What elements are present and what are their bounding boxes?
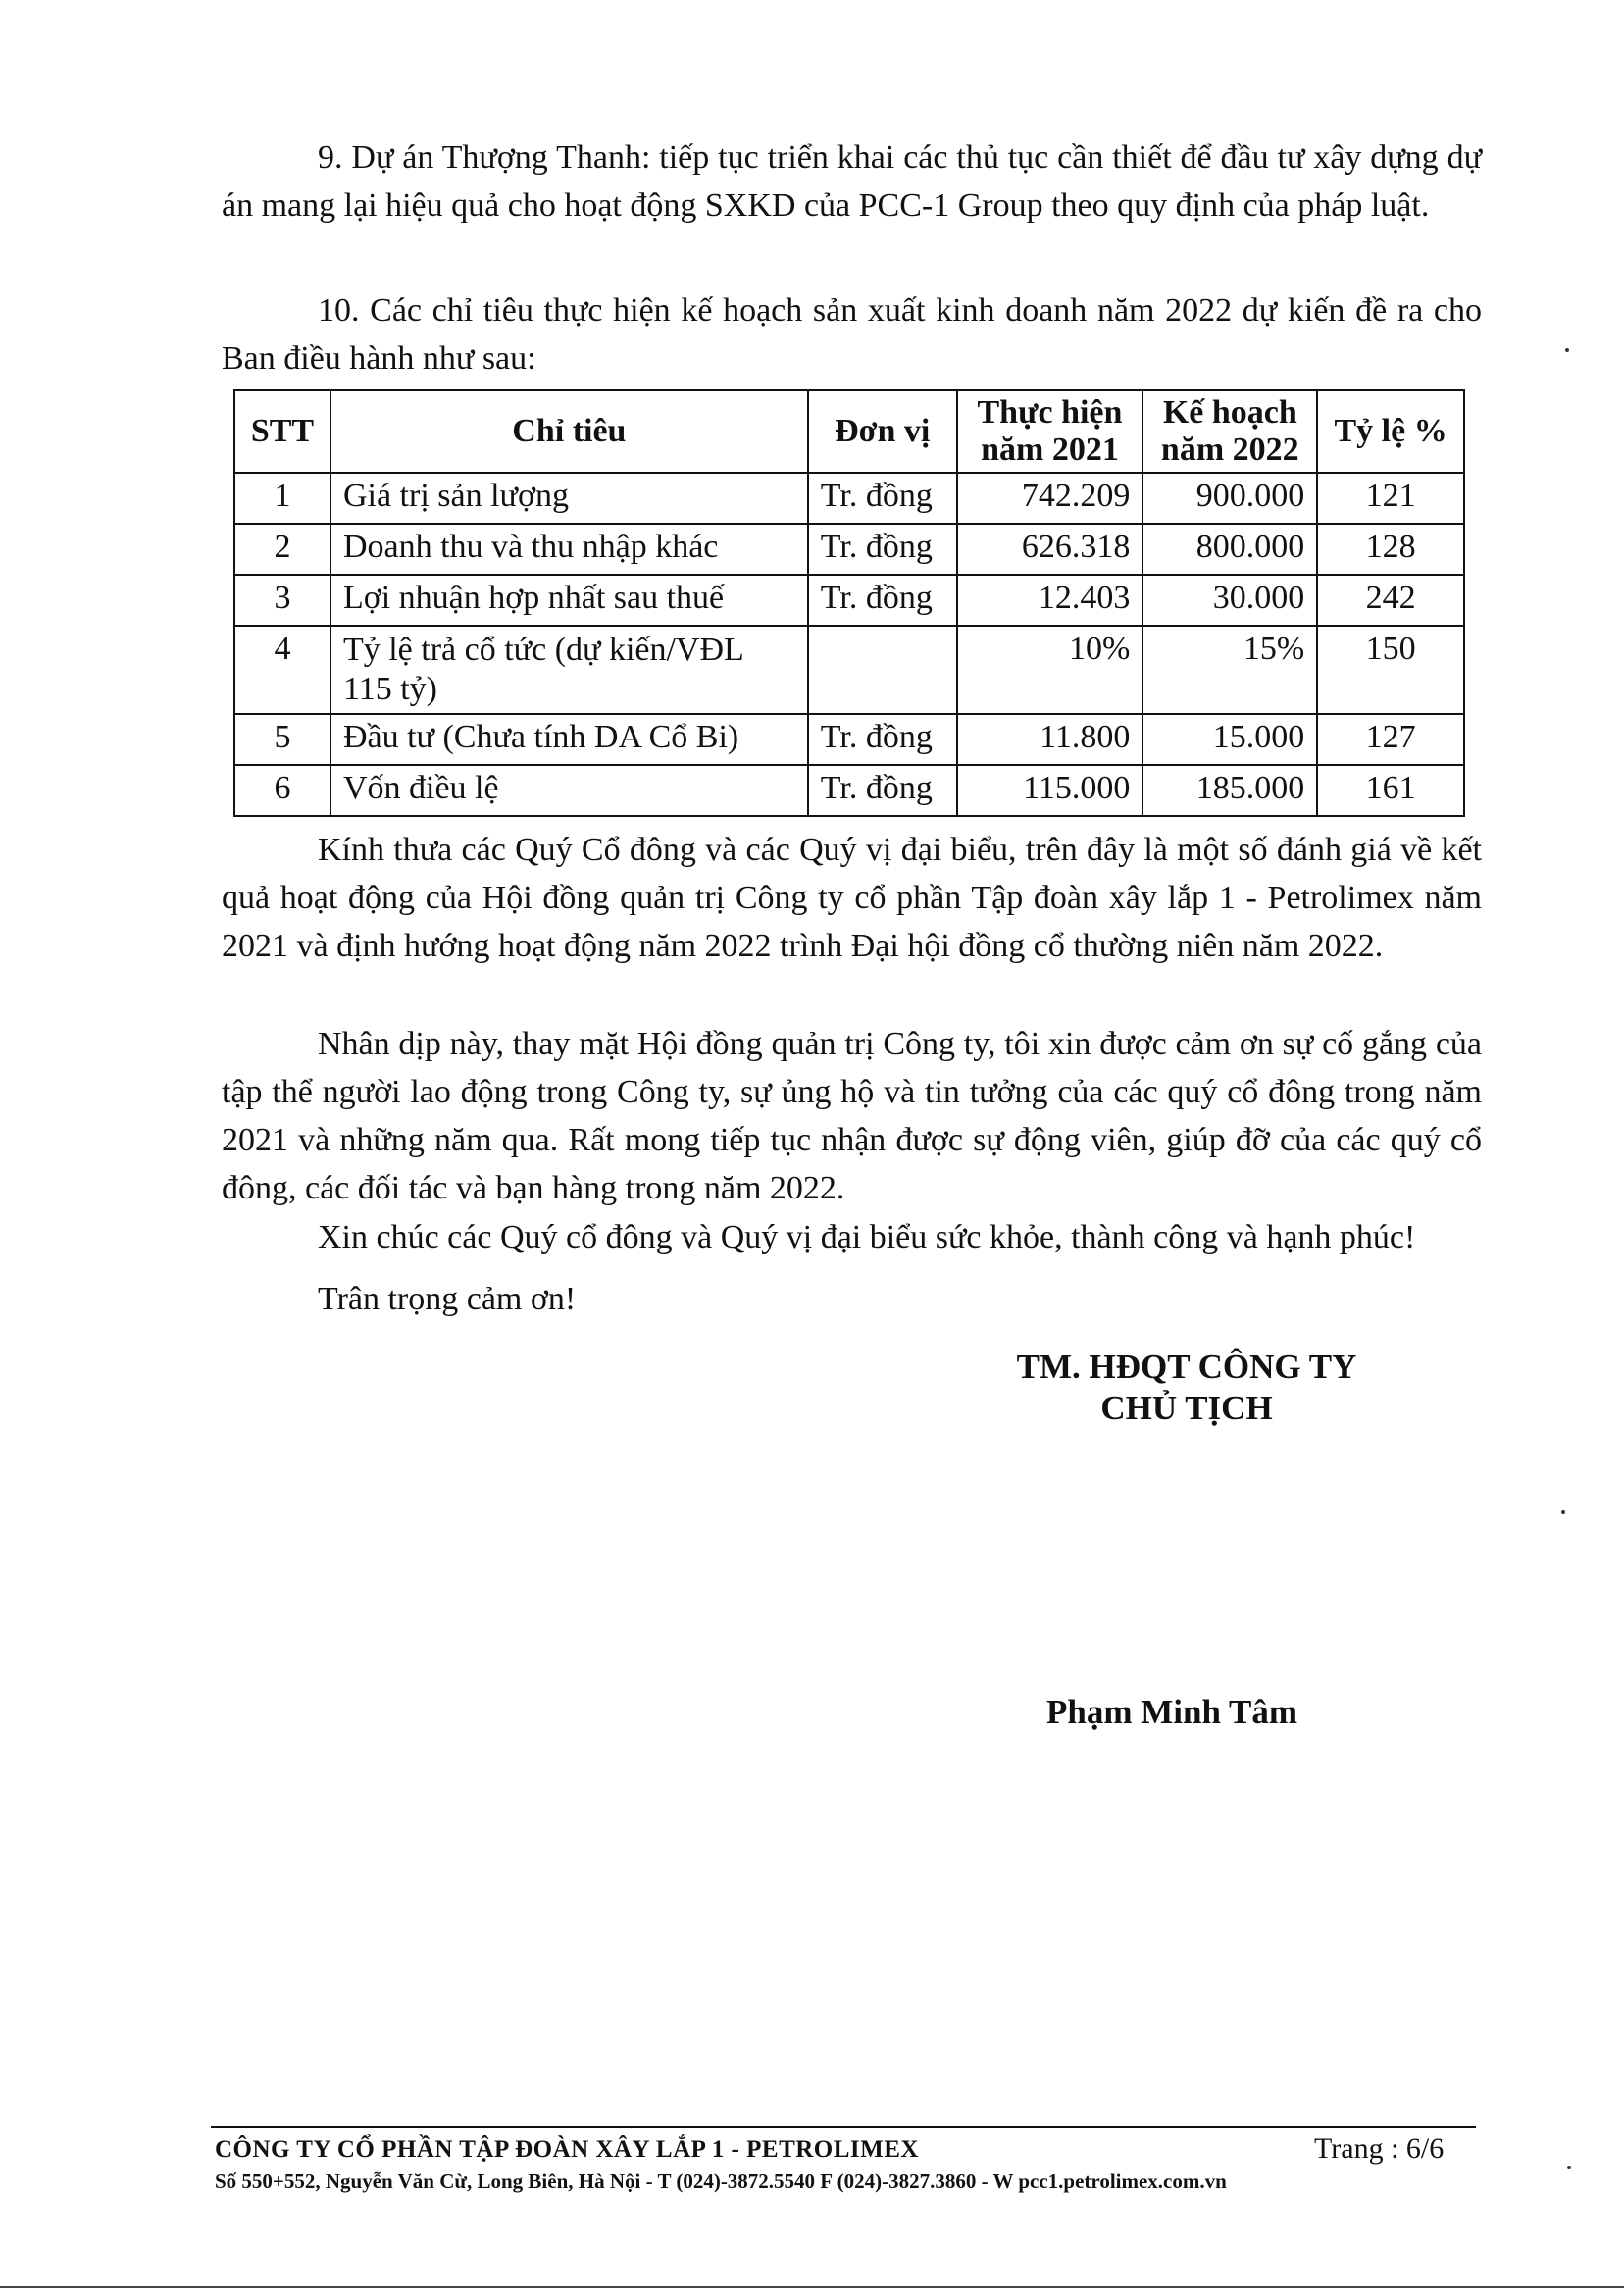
cell-unit: Tr. đồng — [808, 524, 957, 575]
table-row — [234, 473, 1464, 524]
paragraph-item-10-text: 10. Các chỉ tiêu thực hiện kế hoạch sản xuất kinh doanh năm 2022 dự kiến đề ra cho Ban điều hành như sau: — [222, 292, 1482, 377]
cell-plan: 185.000 — [1142, 765, 1317, 816]
cell-stt: 5 — [234, 714, 330, 765]
table-row — [234, 765, 1464, 816]
table-row — [234, 714, 1464, 765]
cell-actual: 12.403 — [957, 575, 1143, 626]
wish-text: Xin chúc các Quý cổ đông và Quý vị đại biểu sức khỏe, thành công và hạnh phúc! — [318, 1219, 1416, 1255]
cell-unit: Tr. đồng — [808, 473, 957, 524]
cell-ratio: 121 — [1317, 473, 1464, 524]
header-actual-line1: Thực hiện — [977, 394, 1123, 431]
signature-role: CHỦ TỊCH — [1100, 1389, 1273, 1427]
plan-indicators-table — [233, 389, 1465, 817]
cell-stt: 3 — [234, 575, 330, 626]
thanks-text: Trân trọng cảm ơn! — [318, 1281, 577, 1317]
cell-indicator: Lợi nhuận hợp nhất sau thuế — [330, 575, 808, 626]
cell-unit — [808, 626, 957, 714]
cell-actual: 742.209 — [957, 473, 1143, 524]
cell-actual: 10% — [957, 626, 1143, 714]
cell-plan: 30.000 — [1142, 575, 1317, 626]
cell-actual: 115.000 — [957, 765, 1143, 816]
closing-paragraph-2 — [222, 1020, 1482, 1212]
cell-ratio: 127 — [1317, 714, 1464, 765]
header-actual-line2: năm 2021 — [981, 432, 1119, 468]
cell-indicator: Doanh thu và thu nhập khác — [330, 524, 808, 575]
cell-stt: 2 — [234, 524, 330, 575]
header-indicator: Chỉ tiêu — [330, 390, 808, 473]
header-stt: STT — [234, 390, 330, 473]
table-row — [234, 575, 1464, 626]
footer-address: Số 550+552, Nguyễn Văn Cừ, Long Biên, Hà Nội - T (024)-3872.5540 F (024)-3827.3860 - W pcc1.petrolimex.com.vn — [215, 2169, 1227, 2193]
header-ratio: Tỷ lệ % — [1317, 390, 1464, 473]
paragraph-item-9 — [222, 133, 1482, 229]
cell-plan: 15% — [1142, 626, 1317, 714]
paragraph-item-10 — [222, 286, 1482, 382]
closing-paragraph-2-text: Nhân dịp này, thay mặt Hội đồng quản trị Công ty, tôi xin được cảm ơn sự cố gắng của tập thể người lao động trong Công ty, sự ủng hộ và tin tưởng của các quý cổ đông trong năm 2021 và những năm qua. Rất mong tiếp tục nhận được sự động viên, giúp đỡ của các quý cổ đông, các đối tác và bạn hàng trong năm 2022. — [222, 1026, 1482, 1206]
cell-plan: 900.000 — [1142, 473, 1317, 524]
cell-unit: Tr. đồng — [808, 575, 957, 626]
header-actual-2021 — [957, 390, 1143, 473]
cell-stt: 6 — [234, 765, 330, 816]
cell-indicator: Đầu tư (Chưa tính DA Cổ Bi) — [330, 714, 808, 765]
cell-stt: 4 — [234, 626, 330, 714]
scan-speck — [1567, 2166, 1571, 2169]
cell-ratio: 128 — [1317, 524, 1464, 575]
cell-indicator: Giá trị sản lượng — [330, 473, 808, 524]
thanks-paragraph — [222, 1275, 1482, 1323]
cell-plan: 800.000 — [1142, 524, 1317, 575]
cell-plan: 15.000 — [1142, 714, 1317, 765]
table-row — [234, 626, 1464, 714]
scan-speck — [1565, 348, 1569, 352]
page-number: Trang : 6/6 — [1314, 2132, 1445, 2165]
closing-paragraph-1-text: Kính thưa các Quý Cổ đông và các Quý vị đại biểu, trên đây là một số đánh giá về kết quả hoạt động của Hội đồng quản trị Công ty cổ phần Tập đoàn xây lắp 1 - Petrolimex năm 2021 và định hướng hoạt động năm 2022 trình Đại hội đồng cổ thường niên năm 2022. — [222, 832, 1482, 964]
cell-stt: 1 — [234, 473, 330, 524]
cell-unit: Tr. đồng — [808, 714, 957, 765]
cell-ratio: 242 — [1317, 575, 1464, 626]
header-plan-line1: Kế hoạch — [1162, 394, 1297, 431]
header-plan-line2: năm 2022 — [1160, 432, 1299, 468]
signature-title: TM. HĐQT CÔNG TY — [1016, 1348, 1357, 1386]
footer-company-name: CÔNG TY CỔ PHẦN TẬP ĐOÀN XÂY LẮP 1 - PETROLIMEX — [215, 2136, 919, 2163]
closing-paragraph-1 — [222, 826, 1482, 970]
footer-divider — [211, 2126, 1476, 2128]
cell-indicator: Tỷ lệ trả cổ tức (dự kiến/VĐL 115 tỷ) — [330, 626, 808, 714]
wish-paragraph — [222, 1213, 1482, 1261]
header-plan-2022 — [1142, 390, 1317, 473]
scan-speck — [1561, 1510, 1565, 1514]
header-unit: Đơn vị — [808, 390, 957, 473]
cell-ratio: 150 — [1317, 626, 1464, 714]
cell-actual: 11.800 — [957, 714, 1143, 765]
scan-edge-line — [0, 2286, 1624, 2288]
cell-ratio: 161 — [1317, 765, 1464, 816]
cell-unit: Tr. đồng — [808, 765, 957, 816]
cell-indicator: Vốn điều lệ — [330, 765, 808, 816]
table-header-row — [234, 390, 1464, 473]
signer-name: Phạm Minh Tâm — [1045, 1693, 1298, 1731]
cell-actual: 626.318 — [957, 524, 1143, 575]
table-row — [234, 524, 1464, 575]
paragraph-item-9-text: 9. Dự án Thượng Thanh: tiếp tục triển khai các thủ tục cần thiết để đầu tư xây dựng dự án mang lại hiệu quả cho hoạt động SXKD của PCC-1 Group theo quy định của pháp luật. — [222, 139, 1482, 224]
